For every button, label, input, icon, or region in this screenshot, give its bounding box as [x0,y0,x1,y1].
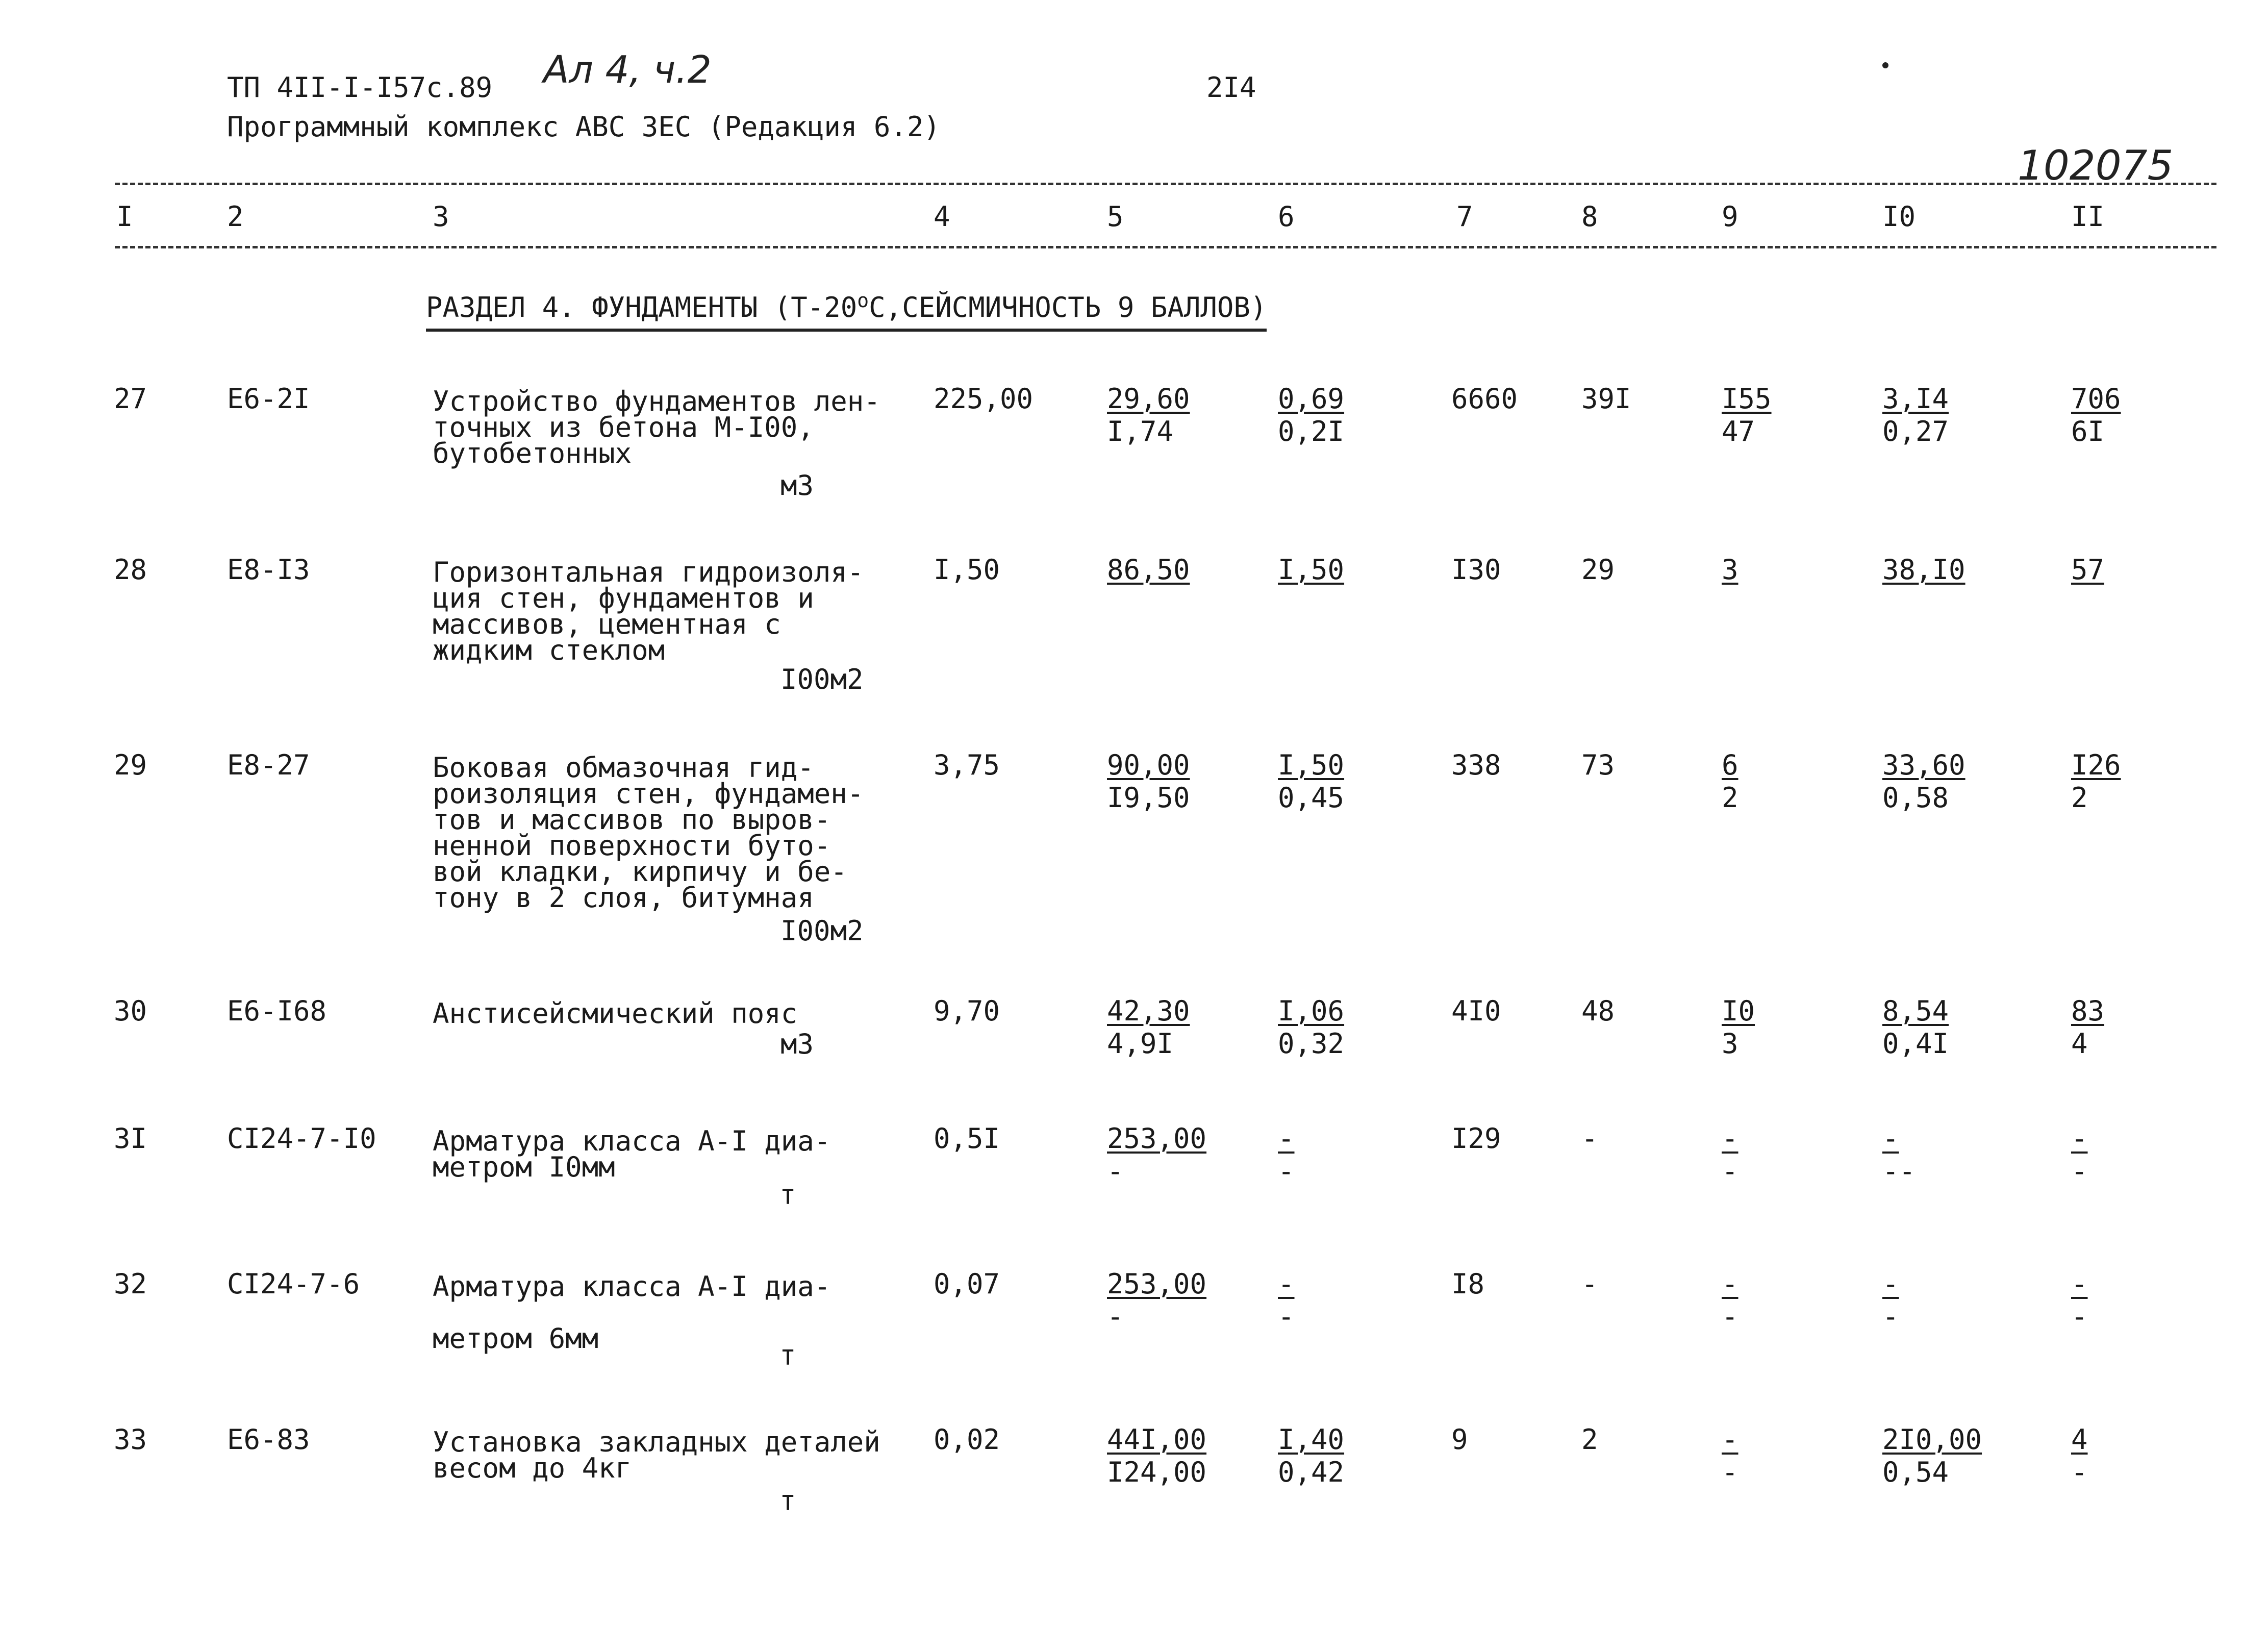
wage-cost-top [1278,385,1344,418]
unit-of-measure: I00м2 [780,915,864,947]
wage-cost-top [1278,1270,1295,1303]
labor-hours-bottom: 0,54 [1882,1456,1949,1488]
rate-code: Е6-I68 [227,995,327,1027]
column-header-11: II [2071,201,2105,233]
machine-cost-bottom: - [1722,1456,1738,1488]
labor-hours [1882,385,1949,445]
total-wages: 29 [1581,554,1615,586]
labor-hours-bottom: 0,58 [1882,782,1949,814]
total-labor [2071,1423,2088,1488]
machine-cost-bottom: 47 [1722,415,1755,447]
unit-cost-top [1107,1423,1207,1459]
work-description: Горизонтальная гидроизоля- ция стен, фундаментов и массивов, цементная с жидким стеклом [433,556,864,666]
column-header-10: I0 [1882,201,1916,233]
total-labor-top [2071,1423,2088,1459]
wage-cost-top-value: I,50 [1278,749,1345,781]
total-labor [2071,556,2104,589]
unit-cost-top [1107,1122,1207,1158]
total-labor-top-value: - [2071,1268,2088,1300]
wage-cost-top [1278,997,1344,1030]
total-labor-bottom: 6I [2071,415,2105,447]
unit-of-measure: I00м2 [780,663,864,695]
unit-of-measure: т [779,1339,796,1371]
total-labor-top [2071,997,2104,1030]
rate-code: СI24-7-6 [227,1268,360,1300]
work-description: Анстисейсмический пояс [433,997,798,1030]
machine-cost [1722,385,1772,445]
wage-cost [1278,1423,1345,1488]
unit-cost-top [1107,997,1190,1030]
total-labor-top [2071,385,2121,418]
machine-cost-bottom: 2 [1722,782,1738,814]
machine-cost [1722,1270,1738,1331]
labor-hours-top-value: - [1882,1268,1899,1300]
total-labor [2071,997,2104,1058]
wage-cost-bottom: 0,45 [1278,782,1345,814]
machine-cost [1722,997,1755,1058]
unit-cost-top-value: 90,00 [1107,749,1190,781]
ink-dot [1882,62,1888,68]
labor-hours [1882,1423,1982,1488]
unit-cost [1107,1423,1207,1488]
wage-cost-top [1278,1423,1345,1459]
rate-code: СI24-7-I0 [227,1122,376,1155]
header-bottom-rule [115,246,2216,248]
machine-cost [1722,1122,1738,1187]
total-wages: 73 [1581,749,1615,781]
document-code: ТП 4II-I-I57с.89 [227,71,493,104]
labor-hours-top [1882,749,1965,784]
total-cost: 6660 [1451,383,1518,415]
rate-code: Е8-I3 [227,554,310,586]
total-labor-top-value: 4 [2071,1423,2088,1456]
total-wages: - [1581,1268,1598,1300]
machine-cost-bottom: - [1722,1155,1738,1187]
column-header-8: 8 [1581,201,1598,233]
work-description: Арматура класса А-I диа- метром I0мм [433,1125,831,1183]
total-wages: 48 [1581,995,1615,1027]
wage-cost-top-value: 0,69 [1278,383,1345,415]
labor-hours-bottom: 0,27 [1882,415,1949,447]
total-cost: 338 [1451,749,1501,781]
labor-hours-top [1882,1270,1899,1303]
column-header-7: 7 [1456,201,1473,233]
row-number: 30 [114,995,147,1027]
section-title-text-end: С,СЕЙСМИЧНОСТЬ 9 БАЛЛОВ) [869,291,1267,323]
total-wages: 2 [1581,1423,1598,1456]
machine-cost [1722,556,1738,589]
quantity: 0,07 [934,1268,1000,1300]
wage-cost-bottom: 0,32 [1278,1028,1345,1060]
unit-cost [1107,997,1190,1058]
labor-hours-bottom: -- [1882,1155,1916,1187]
row-number: 33 [114,1423,147,1456]
machine-cost-top [1722,997,1755,1030]
section-title-text: РАЗДЕЛ 4. ФУНДАМЕНТЫ (Т-20 [426,291,858,323]
machine-cost-bottom: - [1722,1300,1738,1333]
labor-hours-top-value: 3,I4 [1882,383,1949,415]
labor-hours-top-value: 38,I0 [1882,554,1965,586]
quantity: 0,5I [934,1122,1000,1155]
labor-hours-top [1882,1122,1916,1158]
work-description: Установка закладных деталей весом до 4кг [433,1426,880,1484]
unit-cost [1107,385,1190,445]
unit-cost [1107,1122,1207,1187]
column-header-6: 6 [1278,201,1295,233]
labor-hours-top-value: 33,60 [1882,749,1965,781]
unit-cost-top-value: 44I,00 [1107,1423,1207,1456]
wage-cost [1278,1270,1295,1331]
total-labor-top [2071,1122,2088,1158]
work-description: Устройство фундаментов лен- точных из бетона М-I00, бутобетонных [433,385,880,469]
labor-hours-top-value: 2I0,00 [1882,1423,1982,1456]
machine-cost-top [1722,1270,1738,1303]
machine-cost-top [1722,1122,1738,1158]
total-cost: 4I0 [1451,995,1501,1027]
unit-cost-top [1107,1270,1206,1303]
machine-cost-top [1722,556,1738,589]
column-header-1: I [116,201,133,233]
machine-cost-top [1722,749,1738,784]
total-labor [2071,1122,2088,1187]
wage-cost-top [1278,1122,1295,1158]
machine-cost-top [1722,1423,1738,1459]
total-wages: - [1581,1122,1598,1155]
unit-cost [1107,556,1190,589]
total-labor-bottom: 4 [2071,1028,2088,1060]
unit-cost-top-value: 253,00 [1107,1268,1207,1300]
quantity: 3,75 [934,749,1000,781]
machine-cost-top-value: 6 [1722,749,1738,781]
labor-hours [1882,997,1949,1058]
page-number: 2I4 [1206,71,1256,104]
total-labor-top-value: I26 [2071,749,2121,781]
work-description: Арматура класса А-I диа- метром 6мм [433,1270,831,1355]
degree-superscript: о [857,289,869,312]
row-number: 27 [114,383,147,415]
unit-cost-bottom: I9,50 [1107,782,1190,814]
total-labor-top-value: 57 [2071,554,2105,586]
labor-hours-bottom: - [1882,1300,1899,1333]
rate-code: Е6-2I [227,383,310,415]
wage-cost [1278,997,1344,1058]
total-labor-top-value: 83 [2071,995,2105,1027]
unit-of-measure: т [779,1485,796,1517]
total-labor-top [2071,1270,2088,1303]
row-number: 29 [114,749,147,781]
unit-cost-top [1107,385,1190,418]
wage-cost-bottom: - [1278,1300,1295,1333]
wage-cost-top [1278,749,1345,784]
unit-cost [1107,1270,1206,1331]
total-cost: 9 [1451,1423,1468,1456]
unit-cost-top-value: 253,00 [1107,1122,1207,1155]
quantity: I,50 [934,554,1000,586]
row-number: 3I [114,1122,147,1155]
total-labor-top-value: - [2071,1122,2088,1155]
unit-cost-top [1107,556,1190,589]
total-cost: I8 [1451,1268,1485,1300]
machine-cost-bottom: 3 [1722,1028,1738,1060]
unit-cost-bottom: 4,9I [1107,1028,1174,1060]
total-labor-bottom: - [2071,1456,2088,1488]
labor-hours-bottom: 0,4I [1882,1028,1949,1060]
total-cost: I29 [1451,1122,1501,1155]
machine-cost-top-value: I0 [1722,995,1755,1027]
total-labor-top-value: 706 [2071,383,2121,415]
wage-cost-top-value: I,50 [1278,554,1345,586]
unit-cost-top-value: 29,60 [1107,383,1190,415]
machine-cost-top-value: I55 [1722,383,1772,415]
labor-hours-top [1882,997,1949,1030]
row-number: 28 [114,554,147,586]
labor-hours-top [1882,1423,1982,1459]
wage-cost-bottom: - [1278,1155,1295,1187]
wage-cost-top [1278,556,1344,589]
total-labor [2071,385,2121,445]
quantity: 9,70 [934,995,1000,1027]
machine-cost [1722,749,1738,814]
machine-cost-top-value: 3 [1722,554,1738,586]
unit-cost-bottom: - [1107,1300,1124,1333]
column-header-2: 2 [227,201,244,233]
wage-cost-top-value: - [1278,1268,1295,1300]
total-labor-top [2071,556,2104,589]
labor-hours [1882,749,1965,814]
header-top-rule [115,183,2216,185]
quantity: 0,02 [934,1423,1000,1456]
labor-hours-top-value: - [1882,1122,1899,1155]
total-wages: 39I [1581,383,1631,415]
unit-cost-bottom: - [1107,1155,1124,1187]
total-labor-bottom: - [2071,1155,2088,1187]
row-number: 32 [114,1268,147,1300]
machine-cost-top-value: - [1722,1423,1738,1456]
section-title [426,291,1267,332]
total-labor [2071,1270,2088,1331]
unit-cost-top [1107,749,1190,784]
handwritten-stamp: 102075 [2018,142,2174,189]
work-description: Боковая обмазочная гид- роизоляция стен, фундамен- тов и массивов по выров- ненной поверхности буто- вой кладки, кирпичу и бе- тону в 2 слоя, битумная [433,752,864,914]
unit-cost-top-value: 86,50 [1107,554,1190,586]
program-line: Программный комплекс АВС ЗЕС (Редакция 6.2) [227,111,940,143]
machine-cost [1722,1423,1738,1488]
rate-code: Е8-27 [227,749,310,781]
labor-hours [1882,556,1965,589]
labor-hours-top [1882,385,1949,418]
total-labor-bottom: 2 [2071,782,2088,814]
unit-cost-bottom: I,74 [1107,415,1174,447]
unit-cost-bottom: I24,00 [1107,1456,1207,1488]
unit-cost [1107,749,1190,814]
wage-cost-bottom: 0,2I [1278,415,1345,447]
total-labor [2071,749,2121,814]
column-header-5: 5 [1107,201,1124,233]
labor-hours [1882,1270,1899,1331]
machine-cost-top-value: - [1722,1122,1738,1155]
unit-cost-top-value: 42,30 [1107,995,1190,1027]
labor-hours-top-value: 8,54 [1882,995,1949,1027]
column-header-3: 3 [433,201,449,233]
total-cost: I30 [1451,554,1501,586]
total-labor-top [2071,749,2121,784]
unit-of-measure: т [779,1179,796,1211]
wage-cost [1278,749,1345,814]
rate-code: Е6-83 [227,1423,310,1456]
wage-cost-top-value: I,06 [1278,995,1345,1027]
wage-cost [1278,385,1344,445]
labor-hours-top [1882,556,1965,589]
machine-cost-top-value: - [1722,1268,1738,1300]
handwritten-reference: Ал 4, ч.2 [543,48,712,92]
column-header-4: 4 [934,201,950,233]
unit-of-measure: м3 [780,469,814,502]
wage-cost-top-value: - [1278,1122,1295,1155]
quantity: 225,00 [934,383,1034,415]
labor-hours [1882,1122,1916,1187]
wage-cost-bottom: 0,42 [1278,1456,1345,1488]
column-header-9: 9 [1722,201,1738,233]
wage-cost [1278,1122,1295,1187]
unit-of-measure: м3 [780,1028,814,1060]
wage-cost [1278,556,1344,589]
total-labor-bottom: - [2071,1300,2088,1333]
machine-cost-top [1722,385,1772,418]
wage-cost-top-value: I,40 [1278,1423,1345,1456]
